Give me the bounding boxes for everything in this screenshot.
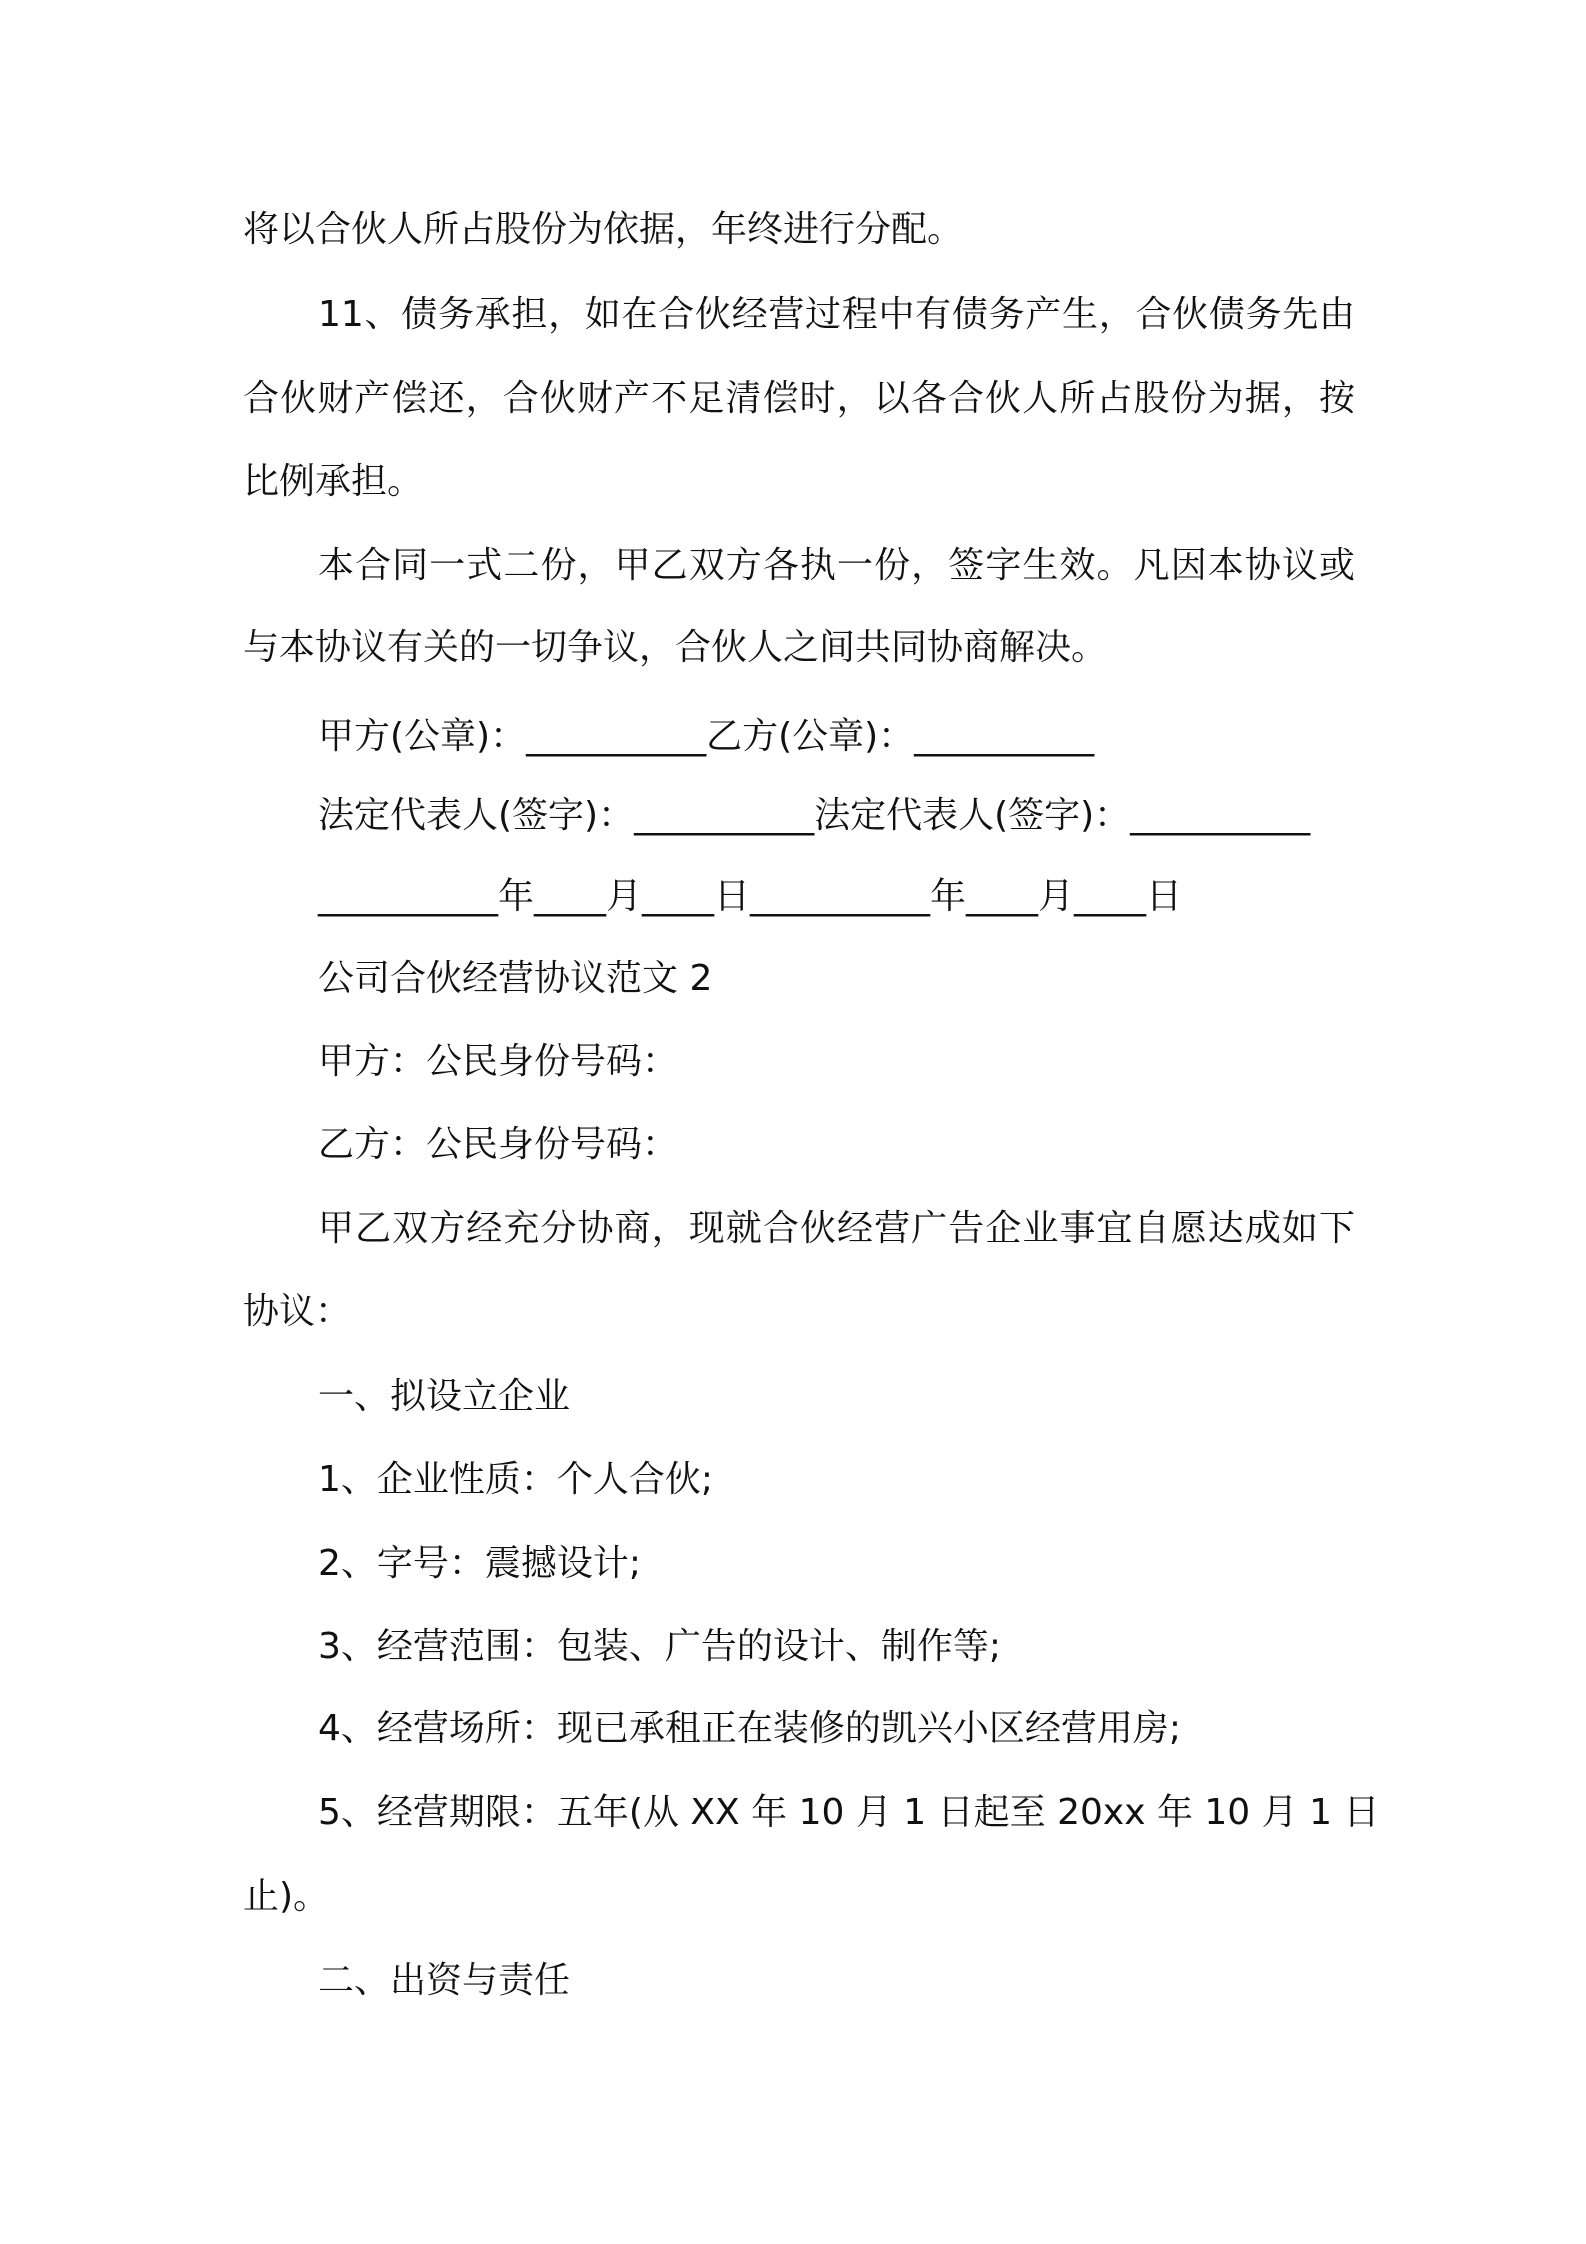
text-line: 合伙财产偿还，合伙财产不足清偿时，以各合伙人所占股份为据，按 <box>243 378 1355 419</box>
signature-line-date: __________年____月____日__________年____月____日 <box>318 876 1182 917</box>
party-a-line: 甲方：公民身份号码： <box>318 1041 679 1082</box>
heading-line: 一、拟设立企业 <box>318 1376 571 1417</box>
text-line: 甲乙双方经充分协商，现就合伙经营广告企业事宜自愿达成如下 <box>318 1208 1355 1249</box>
text-line: 协议： <box>243 1291 352 1332</box>
signature-line-seal: 甲方(公章)：__________乙方(公章)：__________ <box>318 716 1095 757</box>
section-title: 公司合伙经营协议范文 2 <box>318 958 713 999</box>
signature-line-representative: 法定代表人(签字)：__________法定代表人(签字)：__________ <box>318 795 1311 836</box>
text-line: 将以合伙人所占股份为依据，年终进行分配。 <box>243 209 964 250</box>
party-b-line: 乙方：公民身份号码： <box>318 1124 679 1165</box>
list-item: 1、企业性质：个人合伙; <box>318 1459 714 1500</box>
list-item: 3、经营范围：包装、广告的设计、制作等; <box>318 1626 1002 1667</box>
text-line: 比例承担。 <box>243 461 424 502</box>
list-item: 4、经营场所：现已承租正在装修的凯兴小区经营用房; <box>318 1708 1182 1749</box>
list-item: 2、字号：震撼设计; <box>318 1543 642 1584</box>
text-line: 本合同一式二份，甲乙双方各执一份，签字生效。凡因本协议或 <box>318 545 1355 586</box>
list-item: 5、经营期限：五年(从 XX 年 10 月 1 日起至 20xx 年 10 月 1 日 <box>318 1792 1380 1833</box>
text-line: 止)。 <box>243 1876 330 1917</box>
text-line: 11、债务承担，如在合伙经营过程中有债务产生，合伙债务先由 <box>318 294 1355 335</box>
heading-line: 二、出资与责任 <box>318 1960 571 2001</box>
text-line: 与本协议有关的一切争议，合伙人之间共同协商解决。 <box>243 627 1108 668</box>
